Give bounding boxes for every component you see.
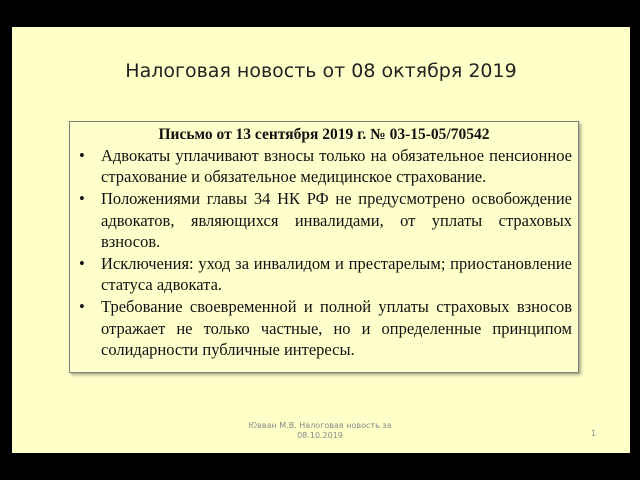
bullet-icon: • (79, 297, 85, 317)
bullet-icon: • (79, 146, 85, 165)
bullet-icon: • (79, 189, 85, 209)
footer-author-line: Ювван М.В. Налоговая новость за (248, 421, 392, 430)
slide-footer (240, 421, 400, 441)
bullet-text: Исключения: уход за инвалидом и престарелым; приостановление статуса адвоката. (101, 254, 572, 295)
bullet-text: Положениями главы 34 НК РФ не предусмотрено освобождение адвокатов, являющихся инвалидами, от уплаты страховых взносов. (101, 189, 572, 251)
bullet-item (76, 145, 572, 187)
bullet-text: Адвокаты уплачивают взносы только на обязательное пенсионное страхование и обязательное медицинское страхование. (101, 146, 572, 187)
bullet-item (76, 296, 572, 360)
footer-date-line: 08.10.2019 (297, 431, 343, 440)
slide (12, 27, 630, 453)
letter-heading: Письмо от 13 сентября 2019 г. № 03-15-05/70542 (158, 126, 490, 143)
bullet-text: Требование своевременной и полной уплаты страховых взносов отражает не только частные, но и определенные принципом солидарности публичные интересы. (101, 297, 572, 359)
bullet-icon: • (79, 254, 85, 274)
bullet-item (76, 253, 572, 295)
slide-title: Налоговая новость от 08 октября 2019 (125, 60, 517, 82)
bullet-item (76, 188, 572, 252)
page-number: 1 (591, 429, 597, 438)
letter-box (69, 121, 579, 373)
bullet-list (76, 145, 572, 360)
